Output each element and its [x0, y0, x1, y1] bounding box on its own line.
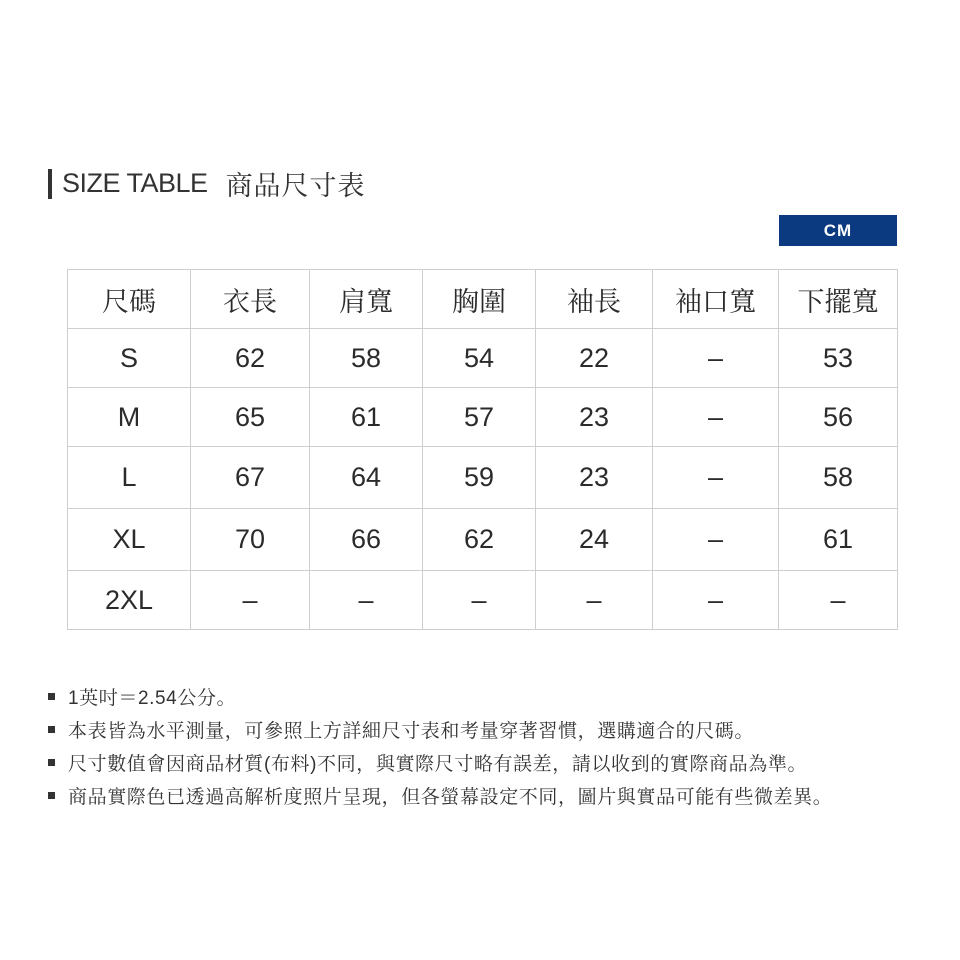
table-cell: 61	[779, 509, 898, 571]
table-cell: 61	[310, 388, 423, 447]
table-cell: L	[68, 447, 191, 509]
table-row	[68, 509, 898, 571]
table-cell: 58	[310, 329, 423, 388]
header-cuff: 袖口寬	[653, 270, 779, 329]
table-cell: –	[191, 571, 310, 630]
table-cell: –	[423, 571, 536, 630]
table-cell: 23	[536, 447, 653, 509]
table-cell: –	[653, 571, 779, 630]
table-cell: M	[68, 388, 191, 447]
table-row	[68, 329, 898, 388]
header-shoulder: 肩寬	[310, 270, 423, 329]
square-bullet-icon	[48, 759, 55, 766]
header-length: 衣長	[191, 270, 310, 329]
table-cell: 2XL	[68, 571, 191, 630]
table-header-row	[68, 270, 898, 329]
title-chinese: 商品尺寸表	[225, 171, 366, 201]
note-text: 1英吋＝2.54公分。	[68, 688, 237, 709]
title-english: SIZE TABLE	[62, 168, 208, 198]
notes-list	[48, 680, 832, 812]
header-chest: 胸圍	[423, 270, 536, 329]
table-cell: –	[653, 509, 779, 571]
list-item	[48, 746, 832, 779]
table-cell: 67	[191, 447, 310, 509]
unit-badge: CM	[779, 215, 897, 246]
table-cell: –	[310, 571, 423, 630]
table-cell: 65	[191, 388, 310, 447]
table-cell: XL	[68, 509, 191, 571]
list-item	[48, 680, 832, 713]
list-item	[48, 713, 832, 746]
table-cell: 57	[423, 388, 536, 447]
table-cell: –	[779, 571, 898, 630]
table-row	[68, 571, 898, 630]
square-bullet-icon	[48, 726, 55, 733]
header-size: 尺碼	[68, 270, 191, 329]
size-table	[67, 269, 898, 630]
table-cell: 62	[423, 509, 536, 571]
table-cell: 59	[423, 447, 536, 509]
table-cell: –	[653, 329, 779, 388]
square-bullet-icon	[48, 792, 55, 799]
list-item	[48, 779, 832, 812]
table-cell: –	[653, 447, 779, 509]
table-cell: S	[68, 329, 191, 388]
header-sleeve: 袖長	[536, 270, 653, 329]
table-cell: 58	[779, 447, 898, 509]
table-cell: 53	[779, 329, 898, 388]
table-row	[68, 447, 898, 509]
table-cell: 66	[310, 509, 423, 571]
table-row	[68, 388, 898, 447]
table-cell: 22	[536, 329, 653, 388]
table-cell: 54	[423, 329, 536, 388]
table-cell: 62	[191, 329, 310, 388]
note-text: 尺寸數值會因商品材質(布料)不同，與實際尺寸略有誤差，請以收到的實際商品為準。	[68, 754, 808, 775]
table-cell: 23	[536, 388, 653, 447]
table-cell: –	[653, 388, 779, 447]
table-cell: 56	[779, 388, 898, 447]
table-cell: 70	[191, 509, 310, 571]
table-cell: 24	[536, 509, 653, 571]
note-text: 本表皆為水平測量，可參照上方詳細尺寸表和考量穿著習慣，選購適合的尺碼。	[68, 721, 755, 742]
title-accent-bar	[48, 169, 52, 199]
square-bullet-icon	[48, 693, 55, 700]
table-cell: 64	[310, 447, 423, 509]
page-title	[48, 164, 366, 203]
header-hem: 下擺寬	[779, 270, 898, 329]
table-cell: –	[536, 571, 653, 630]
note-text: 商品實際色已透過高解析度照片呈現，但各螢幕設定不同，圖片與實品可能有些微差異。	[68, 787, 833, 808]
